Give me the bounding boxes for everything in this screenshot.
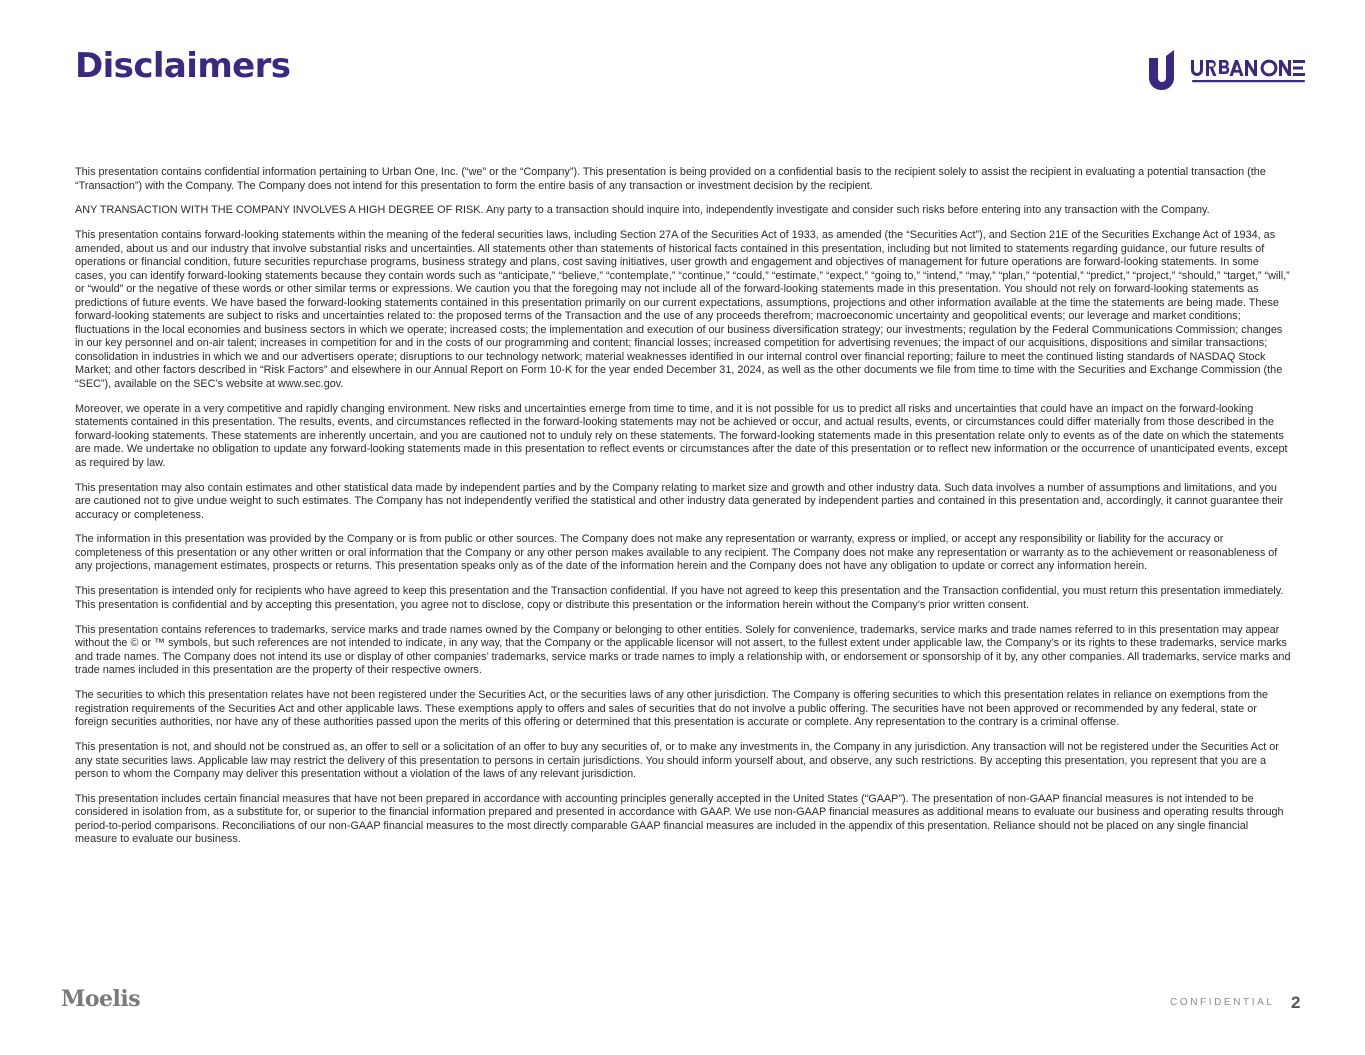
- disclaimer-paragraph-not-an-offer: This presentation is not, and should not be construed as, an offer to sell or a solicitation of an offer to buy any securities of, or to make any investments in, the Company in any jurisdiction. Any transaction will not be registered under the Securities Act or any state securities laws. Applicable law may restrict the delivery of this presentation to persons in certain jurisdictions. You should inform yourself about, and observe, any such restrictions. By accepting this presentation, you represent that you are a person to whom the Company may deliver this presentation without a violation of the laws of any relevant jurisdiction.: [75, 741, 1279, 781]
- disclaimer-paragraph-unregistered-securities: The securities to which this presentation relates have not been registered under the Securities Act, or the securities laws of any other jurisdiction. The Company is offering securities to which this presentation relates in reliance on exemptions from the registration requirements of the Securities Act and other applicable laws. These exemptions apply to offers and sales of securities that do not involve a public offering. The securities have not been approved or recommended by any federal, state or foreign securities authorities, nor have any of these authorities passed upon the merits of this offering or determined that this presentation is accurate or complete. Any representation to the contrary is a criminal offense.: [75, 689, 1269, 729]
- disclaimer-paragraph-intended-recipients: This presentation is intended only for recipients who have agreed to keep this presentation and the Transaction confidential. If you have not agreed to keep this presentation and the Transaction confidential, you must return this presentation immediately. This presentation is confidential and by accepting this presentation, you agree not to disclose, copy or distribute this presentation or the information herein without the Company’s prior written consent.: [75, 585, 1284, 611]
- disclaimer-body: [75, 166, 1291, 858]
- disclaimer-paragraph-non-gaap: This presentation includes certain financial measures that have not been prepared in accordance with accounting principles generally accepted in the United States (“GAAP”). The presentation of non-GAAP financial measures is not intended to be considered in isolation from, as a substitute for, or superior to the financial information prepared and presented in accordance with GAAP. We use non-GAAP financial measures as additional means to evaluate our business and operating results through period-to-period comparisons. Reconciliations of our non-GAAP financial measures to the most directly comparable GAAP financial measures are included in the appendix of this presentation. Reliance should not be placed on any single financial measure to evaluate our business.: [75, 792, 1284, 846]
- page-number: 2: [1291, 993, 1301, 1012]
- disclaimer-paragraph-forward-looking: This presentation contains forward-looking statements within the meaning of the federal securities laws, including Section 27A of the Securities Act of 1933, as amended (the “Securities Act”), and Section 21E of the Securities Exchange Act of 1934, as amended, about us and our industry that involve substantial risks and uncertainties. All statements other than statements of historical facts contained in this presentation, including but not limited to statements regarding guidance, our future results of operations or financial condition, future securities repurchase programs, business strategy and plans, cost saving initiatives, user growth and engagement and objectives of management for future operations are forward-looking statements. In some cases, you can identify forward-looking statements because they contain words such as “anticipate,” “believe,” “contemplate,” “continue,” “could,” “estimate,” “expect,” “going to,” “intend,” “may,” “plan,” “potential,” “predict,” “project,” “should,” “target,” “will,” or “would” or the negative of these words or other similar terms or expressions. We caution you that the foregoing may not include all of the forward-looking statements made in this presentation. You should not rely on forward-looking statements as predictions of future events. We have based the forward-looking statements contained in this presentation primarily on our current expectations, assumptions, projections and other information available at the time the statements are being made. These forward-looking statements are subject to risks and uncertainties related to: the proposed terms of the Transaction and the use of any proceeds therefrom; macroeconomic uncertainty and geopolitical events; our leverage and market conditions; fluctuations in the local economies and business sectors in which we operate; increased costs; the implementation and execution of our business diversification strategy; our investments; regulation by the Federal Communications Commission; changes in our key personnel and on-air talent; increases in competition for and in the costs of our programming and content; financial losses; increased competition for advertising revenues; the impact of our acquisitions, dispositions and similar transactions; consolidation in industries in which we and our advertisers operate; disruptions to our technology network; material weaknesses identified in our internal control over financial reporting; failure to meet the continued listing standards of NASDAQ Stock Market; and other factors described in “Risk Factors” and elsewhere in our Annual Report on Form 10-K for the year ended December 31, 2024, as well as the other documents we file from time to time with the Securities and Exchange Commission (the “SEC”), available on the SEC’s website at www.sec.gov.: [75, 229, 1290, 390]
- confidential-label: CONFIDENTIAL: [1170, 997, 1275, 1008]
- disclaimer-paragraph-no-warranty: The information in this presentation was provided by the Company or is from public or other sources. The Company does not make any representation or warranty, express or implied, or accept any responsibility or liability for the accuracy or completeness of this presentation or any other written or oral information that the Company or any other person makes available to any recipient. The Company does not make any representation or warranty as to the achievement or reasonableness of any projections, management estimates, prospects or returns. This presentation speaks only as of the date of the information herein and the Company does not have any obligation to update or correct any information herein.: [75, 533, 1278, 573]
- moelis-logo: Moelis: [61, 986, 141, 1012]
- disclaimer-paragraph-confidential-info: This presentation contains confidential information pertaining to Urban One, Inc. (“we” or the “Company”). This presentation is being provided on a confidential basis to the recipient solely to assist the recipient in evaluating a potential transaction (the “Transaction”) with the Company. The Company does not intend for this presentation to form the entire basis of any transaction or investment decision by the recipient.: [75, 166, 1266, 192]
- disclaimer-paragraph-risk: ANY TRANSACTION WITH THE COMPANY INVOLVES A HIGH DEGREE OF RISK. Any party to a transaction should inquire into, independently investigate and consider such risks before entering into any transaction with the Company.: [75, 204, 1210, 217]
- disclaimer-paragraph-statistical-data: This presentation may also contain estimates and other statistical data made by independent parties and by the Company relating to market size and growth and other industry data. Such data involves a number of assumptions and limitations, and you are cautioned not to give undue weight to such estimates. The Company has not independently verified the statistical and other industry data generated by independent parties and contained in this presentation and, accordingly, it cannot guarantee their accuracy or completeness.: [75, 481, 1284, 521]
- urban-one-logo: [1147, 48, 1309, 90]
- disclaimer-paragraph-trademarks: This presentation contains references to trademarks, service marks and trade names owned by the Company or belonging to other entities. Solely for convenience, trademarks, service marks and trade names referred to in this presentation may appear without the © or ™ symbols, but such references are not intended to indicate, in any way, that the Company or the applicable licensor will not assert, to the fullest extent under applicable law, the Company’s or its rights to these trademarks, service marks and trade names. The Company does not intend its use or display of other companies’ trademarks, service marks or trade names to imply a relationship with, or endorsement or sponsorship of it by, any other companies. All trademarks, service marks and trade names included in this presentation are the property of their respective owners.: [75, 623, 1291, 677]
- page-title: Disclaimers: [75, 46, 291, 86]
- disclaimer-paragraph-competitive-environment: Moreover, we operate in a very competitive and rapidly changing environment. New risks and uncertainties emerge from time to time, and it is not possible for us to predict all risks and uncertainties that could have an impact on the forward-looking statements contained in this presentation. The results, events, and circumstances reflected in the forward-looking statements may not be achieved or occur, and actual results, events, or circumstances could differ materially from those described in the forward-looking statements. These statements are inherently uncertain, and you are cautioned not to unduly rely on these statements. The forward-looking statements made in this presentation relate only to events as of the date on which the statements are made. We undertake no obligation to update any forward-looking statements made in this presentation to reflect events or circumstances after the date of this presentation or to reflect new information or the occurrence of unanticipated events, except as required by law.: [75, 402, 1288, 469]
